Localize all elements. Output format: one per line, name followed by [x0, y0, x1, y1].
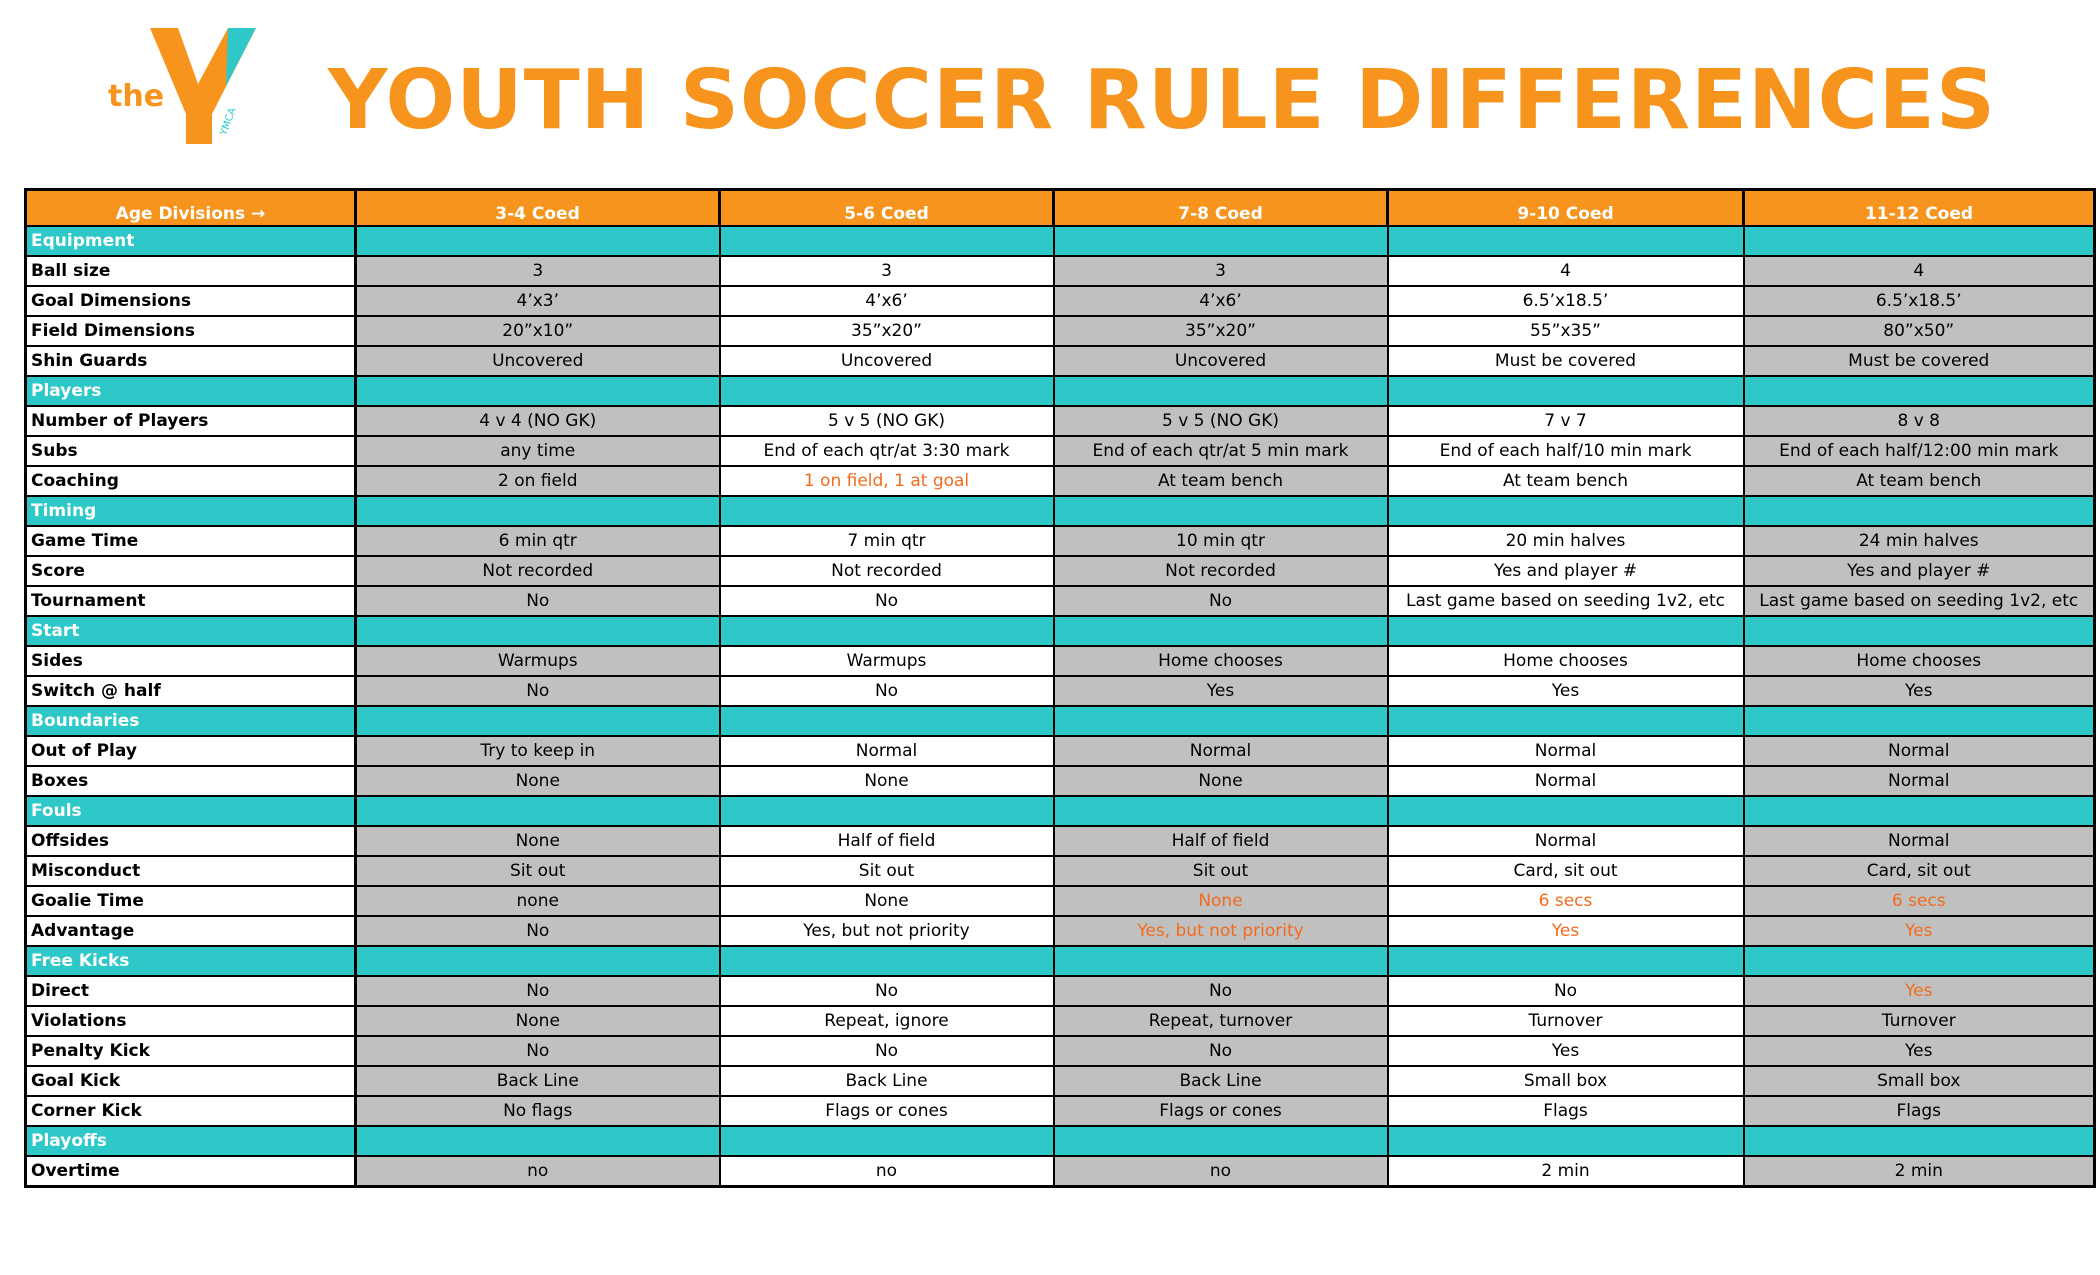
rule-value-cell: Uncovered [356, 346, 720, 376]
section-row [26, 946, 2095, 976]
section-label: Free Kicks [26, 946, 356, 976]
rule-value-cell: 35”x20” [720, 316, 1054, 346]
rule-value-cell: Yes, but not priority [720, 916, 1054, 946]
rule-value-cell: No [356, 1036, 720, 1066]
rule-value-cell: End of each qtr/at 5 min mark [1054, 436, 1388, 466]
rule-value-cell: Flags [1744, 1096, 2095, 1126]
rule-value-cell: Must be covered [1388, 346, 1744, 376]
rule-value-cell: 6 min qtr [356, 526, 720, 556]
rule-value-cell: 7 min qtr [720, 526, 1054, 556]
rule-row [26, 346, 2095, 376]
rule-value-cell: None [356, 826, 720, 856]
rules-table [24, 188, 2096, 1188]
rule-value-cell: no [356, 1156, 720, 1187]
rule-label: Game Time [26, 526, 356, 556]
rule-value-cell: Warmups [356, 646, 720, 676]
rule-value-cell: Repeat, ignore [720, 1006, 1054, 1036]
rule-value-cell: Sit out [1054, 856, 1388, 886]
rule-value-cell: Last game based on seeding 1v2, etc [1388, 586, 1744, 616]
section-label: Boundaries [26, 706, 356, 736]
rule-row [26, 826, 2095, 856]
rule-row [26, 916, 2095, 946]
rule-value-cell: 5 v 5 (NO GK) [1054, 406, 1388, 436]
rule-value-cell: Yes [1054, 676, 1388, 706]
rule-value-cell: Normal [1744, 736, 2095, 766]
rule-value-cell: Back Line [1054, 1066, 1388, 1096]
rule-value-cell: 6 secs [1744, 886, 2095, 916]
section-label: Players [26, 376, 356, 406]
rule-row [26, 1006, 2095, 1036]
rule-value-cell: 4 v 4 (NO GK) [356, 406, 720, 436]
section-label: Fouls [26, 796, 356, 826]
rule-row [26, 1096, 2095, 1126]
rule-row [26, 646, 2095, 676]
rule-value-cell: Back Line [720, 1066, 1054, 1096]
rule-label: Advantage [26, 916, 356, 946]
rule-label: Penalty Kick [26, 1036, 356, 1066]
rule-value-cell: Must be covered [1744, 346, 2095, 376]
section-cell [720, 376, 1054, 406]
rule-value-cell: Card, sit out [1388, 856, 1744, 886]
section-row [26, 1126, 2095, 1156]
section-row [26, 376, 2095, 406]
section-cell [1054, 496, 1388, 526]
rule-value-cell: At team bench [1388, 466, 1744, 496]
rule-value-cell: Small box [1744, 1066, 2095, 1096]
rule-label: Boxes [26, 766, 356, 796]
section-cell [1054, 226, 1388, 256]
rule-value-cell: Yes and player # [1388, 556, 1744, 586]
rule-value-cell: 4 [1388, 256, 1744, 286]
section-cell [1054, 1126, 1388, 1156]
rule-value-cell: 2 on field [356, 466, 720, 496]
section-label: Playoffs [26, 1126, 356, 1156]
section-label: Timing [26, 496, 356, 526]
logo-the-text: the [108, 79, 165, 114]
rule-value-cell: None [1054, 766, 1388, 796]
rule-row [26, 556, 2095, 586]
header-row [26, 190, 2095, 227]
rule-value-cell: 10 min qtr [1054, 526, 1388, 556]
section-cell [1054, 376, 1388, 406]
rule-value-cell: Not recorded [720, 556, 1054, 586]
rule-value-cell: At team bench [1744, 466, 2095, 496]
section-row [26, 616, 2095, 646]
section-cell [1744, 706, 2095, 736]
rule-value-cell: none [356, 886, 720, 916]
rule-row [26, 316, 2095, 346]
header-column: 7-8 Coed [1054, 190, 1388, 227]
header-column: 9-10 Coed [1388, 190, 1744, 227]
section-cell [1388, 706, 1744, 736]
rule-value-cell: Repeat, turnover [1054, 1006, 1388, 1036]
section-cell [1054, 796, 1388, 826]
section-cell [1744, 496, 2095, 526]
section-cell [356, 796, 720, 826]
rule-row [26, 1156, 2095, 1187]
rule-value-cell: Normal [720, 736, 1054, 766]
rule-value-cell: No [720, 1036, 1054, 1066]
rule-row [26, 736, 2095, 766]
section-cell [1054, 616, 1388, 646]
rule-value-cell: None [720, 886, 1054, 916]
rule-value-cell: 6.5’x18.5’ [1388, 286, 1744, 316]
section-cell [720, 1126, 1054, 1156]
rule-label: Goal Kick [26, 1066, 356, 1096]
rule-row [26, 256, 2095, 286]
section-cell [356, 946, 720, 976]
header-column: 5-6 Coed [720, 190, 1054, 227]
rule-label: Goal Dimensions [26, 286, 356, 316]
rule-row [26, 466, 2095, 496]
section-cell [1744, 1126, 2095, 1156]
rule-value-cell: Flags or cones [720, 1096, 1054, 1126]
rule-value-cell: No [1388, 976, 1744, 1006]
rule-value-cell: 5 v 5 (NO GK) [720, 406, 1054, 436]
rule-label: Overtime [26, 1156, 356, 1187]
header-column: 3-4 Coed [356, 190, 720, 227]
rule-label: Ball size [26, 256, 356, 286]
ymca-logo [108, 26, 268, 148]
rule-label: Goalie Time [26, 886, 356, 916]
section-row [26, 226, 2095, 256]
rule-value-cell: None [720, 766, 1054, 796]
rule-value-cell: 2 min [1388, 1156, 1744, 1187]
rule-value-cell: Half of field [720, 826, 1054, 856]
section-cell [1744, 616, 2095, 646]
rule-row [26, 856, 2095, 886]
rule-value-cell: 20”x10” [356, 316, 720, 346]
rule-value-cell: 20 min halves [1388, 526, 1744, 556]
rule-value-cell: No [356, 586, 720, 616]
section-cell [720, 496, 1054, 526]
section-cell [1744, 946, 2095, 976]
rule-value-cell: Back Line [356, 1066, 720, 1096]
rule-row [26, 286, 2095, 316]
rule-value-cell: 4’x6’ [1054, 286, 1388, 316]
rule-row [26, 1036, 2095, 1066]
rule-row [26, 526, 2095, 556]
rule-value-cell: 8 v 8 [1744, 406, 2095, 436]
rule-value-cell: 4 [1744, 256, 2095, 286]
rule-value-cell: Yes [1744, 916, 2095, 946]
rule-value-cell: Sit out [720, 856, 1054, 886]
rule-value-cell: No [356, 676, 720, 706]
section-cell [1388, 616, 1744, 646]
rule-value-cell: No flags [356, 1096, 720, 1126]
rule-row [26, 436, 2095, 466]
rule-value-cell: Yes [1388, 676, 1744, 706]
rule-value-cell: End of each qtr/at 3:30 mark [720, 436, 1054, 466]
section-cell [1744, 796, 2095, 826]
rule-value-cell: Normal [1388, 766, 1744, 796]
rule-value-cell: Flags [1388, 1096, 1744, 1126]
section-cell [1388, 946, 1744, 976]
rule-label: Tournament [26, 586, 356, 616]
rule-value-cell: None [356, 766, 720, 796]
section-cell [1054, 706, 1388, 736]
rule-value-cell: Uncovered [1054, 346, 1388, 376]
rule-value-cell: Try to keep in [356, 736, 720, 766]
rule-value-cell: Yes, but not priority [1054, 916, 1388, 946]
header-column: 11-12 Coed [1744, 190, 2095, 227]
rule-label: Direct [26, 976, 356, 1006]
rule-value-cell: Last game based on seeding 1v2, etc [1744, 586, 2095, 616]
section-cell [356, 226, 720, 256]
section-cell [356, 616, 720, 646]
section-cell [720, 616, 1054, 646]
rule-value-cell: Sit out [356, 856, 720, 886]
section-cell [720, 796, 1054, 826]
rule-label: Misconduct [26, 856, 356, 886]
header-age-divisions: Age Divisions → [26, 190, 356, 227]
rule-row [26, 976, 2095, 1006]
rule-value-cell: No [1054, 586, 1388, 616]
rule-value-cell: 3 [1054, 256, 1388, 286]
rule-value-cell: 4’x3’ [356, 286, 720, 316]
section-label: Equipment [26, 226, 356, 256]
rule-value-cell: Small box [1388, 1066, 1744, 1096]
rule-value-cell: 35”x20” [1054, 316, 1388, 346]
rule-value-cell: None [1054, 886, 1388, 916]
rule-value-cell: Home chooses [1744, 646, 2095, 676]
section-cell [356, 496, 720, 526]
section-row [26, 496, 2095, 526]
rule-value-cell: 55”x35” [1388, 316, 1744, 346]
section-label: Start [26, 616, 356, 646]
page-title: YOUTH SOCCER RULE DIFFERENCES [328, 53, 1996, 148]
rule-value-cell: 7 v 7 [1388, 406, 1744, 436]
rule-value-cell: At team bench [1054, 466, 1388, 496]
rule-value-cell: Yes and player # [1744, 556, 2095, 586]
rule-value-cell: Home chooses [1054, 646, 1388, 676]
rule-value-cell: Turnover [1388, 1006, 1744, 1036]
rule-value-cell: 80”x50” [1744, 316, 2095, 346]
rule-value-cell: No [720, 676, 1054, 706]
rule-value-cell: no [1054, 1156, 1388, 1187]
section-cell [1388, 226, 1744, 256]
rule-label: Switch @ half [26, 676, 356, 706]
rule-value-cell: Warmups [720, 646, 1054, 676]
rule-value-cell: Normal [1054, 736, 1388, 766]
rule-value-cell: 2 min [1744, 1156, 2095, 1187]
rule-label: Shin Guards [26, 346, 356, 376]
rule-value-cell: End of each half/10 min mark [1388, 436, 1744, 466]
rule-value-cell: 6.5’x18.5’ [1744, 286, 2095, 316]
section-cell [1388, 376, 1744, 406]
rule-value-cell: No [1054, 1036, 1388, 1066]
rule-value-cell: Normal [1388, 826, 1744, 856]
rule-value-cell: Normal [1744, 766, 2095, 796]
section-cell [356, 1126, 720, 1156]
rule-row [26, 766, 2095, 796]
rules-body [26, 226, 2095, 1187]
section-cell [1388, 496, 1744, 526]
section-cell [356, 376, 720, 406]
rule-value-cell: End of each half/12:00 min mark [1744, 436, 2095, 466]
section-cell [720, 946, 1054, 976]
rule-label: Subs [26, 436, 356, 466]
rule-value-cell: 4’x6’ [720, 286, 1054, 316]
rule-value-cell: Not recorded [356, 556, 720, 586]
section-cell [1388, 1126, 1744, 1156]
rule-label: Offsides [26, 826, 356, 856]
rule-value-cell: Turnover [1744, 1006, 2095, 1036]
rule-value-cell: 1 on field, 1 at goal [720, 466, 1054, 496]
rule-value-cell: Home chooses [1388, 646, 1744, 676]
rule-value-cell: Yes [1744, 1036, 2095, 1066]
rule-value-cell: None [356, 1006, 720, 1036]
rule-value-cell: No [720, 586, 1054, 616]
rule-value-cell: 3 [356, 256, 720, 286]
rule-label: Field Dimensions [26, 316, 356, 346]
rule-value-cell: Not recorded [1054, 556, 1388, 586]
section-cell [1388, 796, 1744, 826]
rule-label: Violations [26, 1006, 356, 1036]
rule-value-cell: Yes [1744, 976, 2095, 1006]
rule-label: Score [26, 556, 356, 586]
rule-value-cell: 24 min halves [1744, 526, 2095, 556]
section-row [26, 796, 2095, 826]
rule-value-cell: Normal [1744, 826, 2095, 856]
logo-ymca-text: YMCA [218, 106, 239, 138]
rule-label: Number of Players [26, 406, 356, 436]
rule-row [26, 886, 2095, 916]
rule-value-cell: Half of field [1054, 826, 1388, 856]
rule-value-cell: No [356, 976, 720, 1006]
rule-value-cell: Yes [1744, 676, 2095, 706]
rule-value-cell: 3 [720, 256, 1054, 286]
rule-value-cell: Card, sit out [1744, 856, 2095, 886]
rule-value-cell: Yes [1388, 1036, 1744, 1066]
rule-value-cell: No [720, 976, 1054, 1006]
rule-value-cell: Flags or cones [1054, 1096, 1388, 1126]
rule-row [26, 1066, 2095, 1096]
section-row [26, 706, 2095, 736]
rule-value-cell: No [1054, 976, 1388, 1006]
rule-row [26, 676, 2095, 706]
rule-value-cell: Yes [1388, 916, 1744, 946]
section-cell [720, 226, 1054, 256]
rule-label: Out of Play [26, 736, 356, 766]
rule-label: Sides [26, 646, 356, 676]
rule-label: Coaching [26, 466, 356, 496]
rule-row [26, 586, 2095, 616]
section-cell [356, 706, 720, 736]
rule-value-cell: no [720, 1156, 1054, 1187]
rule-value-cell: No [356, 916, 720, 946]
rule-value-cell: Normal [1388, 736, 1744, 766]
rule-value-cell: 6 secs [1388, 886, 1744, 916]
section-cell [1744, 226, 2095, 256]
section-cell [720, 706, 1054, 736]
section-cell [1744, 376, 2095, 406]
rule-row [26, 406, 2095, 436]
rule-label: Corner Kick [26, 1096, 356, 1126]
rule-value-cell: any time [356, 436, 720, 466]
section-cell [1054, 946, 1388, 976]
rule-value-cell: Uncovered [720, 346, 1054, 376]
